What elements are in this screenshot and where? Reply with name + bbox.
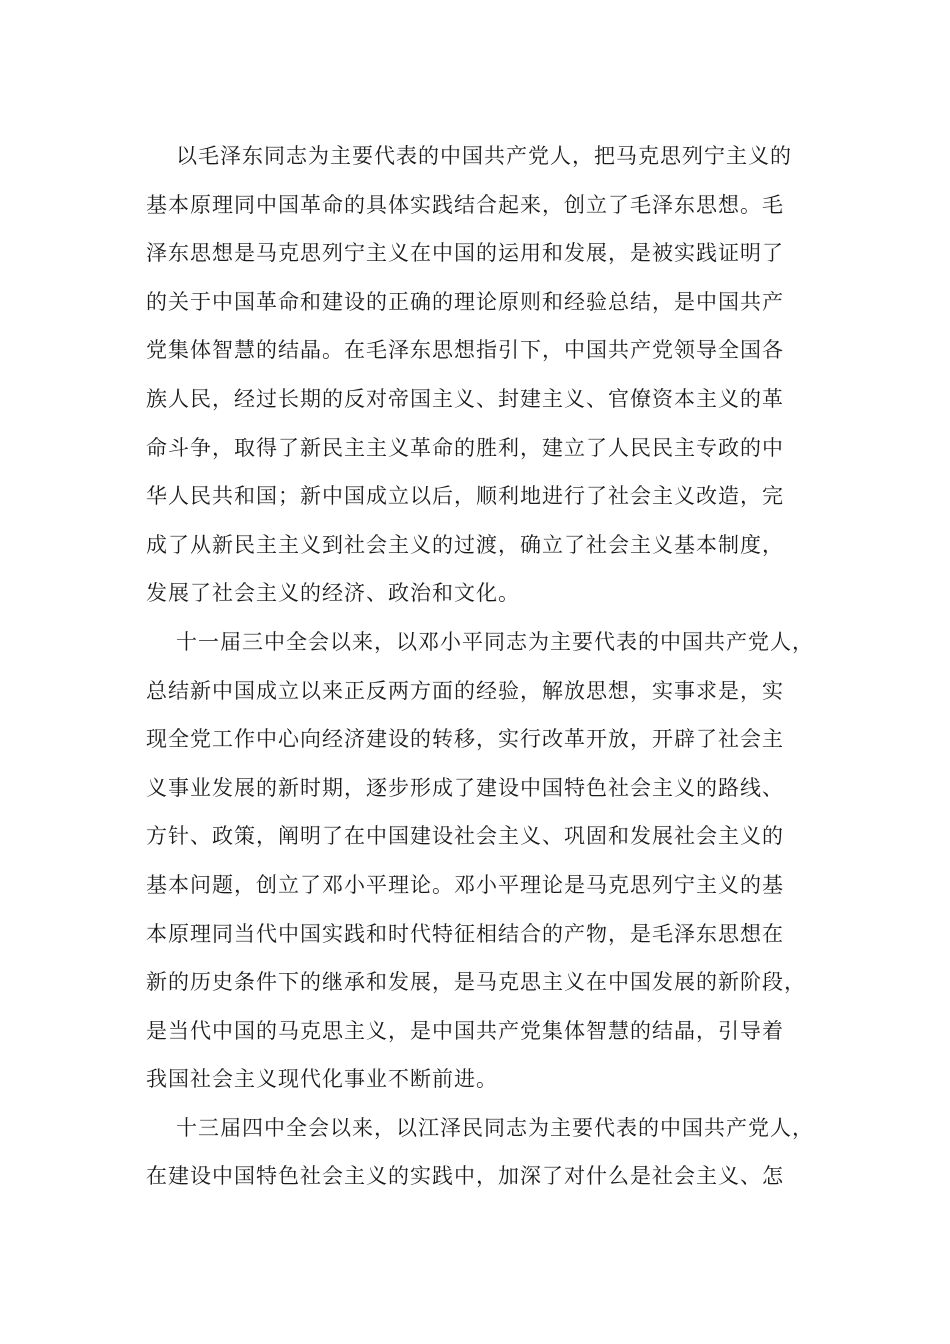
paragraph-line: 成了从新民主主义到社会主义的过渡，确立了社会主义基本制度， xyxy=(146,532,784,557)
paragraph xyxy=(146,1104,826,1201)
paragraph-line: 十一届三中全会以来，以邓小平同志为主要代表的中国共产党人， xyxy=(176,629,814,654)
paragraph-line: 基本原理同中国革命的具体实践结合起来，创立了毛泽东思想。毛 xyxy=(146,192,784,217)
paragraph-line: 十三届四中全会以来，以江泽民同志为主要代表的中国共产党人， xyxy=(176,1115,814,1140)
paragraph-line: 华人民共和国；新中国成立以后，顺利地进行了社会主义改造，完 xyxy=(146,484,784,509)
paragraph xyxy=(146,618,826,1104)
paragraph-line: 现全党工作中心向经济建设的转移，实行改革开放，开辟了社会主 xyxy=(146,727,784,752)
paragraph-line: 方针、政策，阐明了在中国建设社会主义、巩固和发展社会主义的 xyxy=(146,824,784,849)
paragraph-line: 在建设中国特色社会主义的实践中，加深了对什么是社会主义、怎 xyxy=(146,1164,784,1189)
paragraph-line: 本原理同当代中国实践和时代特征相结合的产物，是毛泽东思想在 xyxy=(146,921,784,946)
paragraph-line: 我国社会主义现代化事业不断前进。 xyxy=(146,1067,498,1092)
paragraph-line: 的关于中国革命和建设的正确的理论原则和经验总结，是中国共产 xyxy=(146,289,784,314)
paragraph-line: 总结新中国成立以来正反两方面的经验，解放思想，实事求是，实 xyxy=(146,678,784,703)
paragraph-line: 新的历史条件下的继承和发展，是马克思主义在中国发展的新阶段， xyxy=(146,970,806,995)
paragraph-line: 党集体智慧的结晶。在毛泽东思想指引下，中国共产党领导全国各 xyxy=(146,338,784,363)
paragraph-line: 义事业发展的新时期，逐步形成了建设中国特色社会主义的路线、 xyxy=(146,775,784,800)
document-body xyxy=(146,132,826,1201)
paragraph xyxy=(146,132,826,618)
paragraph-line: 发展了社会主义的经济、政治和文化。 xyxy=(146,581,520,606)
paragraph-line: 基本问题，创立了邓小平理论。邓小平理论是马克思列宁主义的基 xyxy=(146,872,784,897)
paragraph-line: 命斗争，取得了新民主主义革命的胜利，建立了人民民主专政的中 xyxy=(146,435,784,460)
paragraph-line: 以毛泽东同志为主要代表的中国共产党人，把马克思列宁主义的 xyxy=(176,144,792,168)
paragraph-line: 是当代中国的马克思主义，是中国共产党集体智慧的结晶，引导着 xyxy=(146,1018,784,1043)
paragraph-line: 泽东思想是马克思列宁主义在中国的运用和发展，是被实践证明了 xyxy=(146,241,784,266)
paragraph-line: 族人民，经过长期的反对帝国主义、封建主义、官僚资本主义的革 xyxy=(146,386,784,411)
